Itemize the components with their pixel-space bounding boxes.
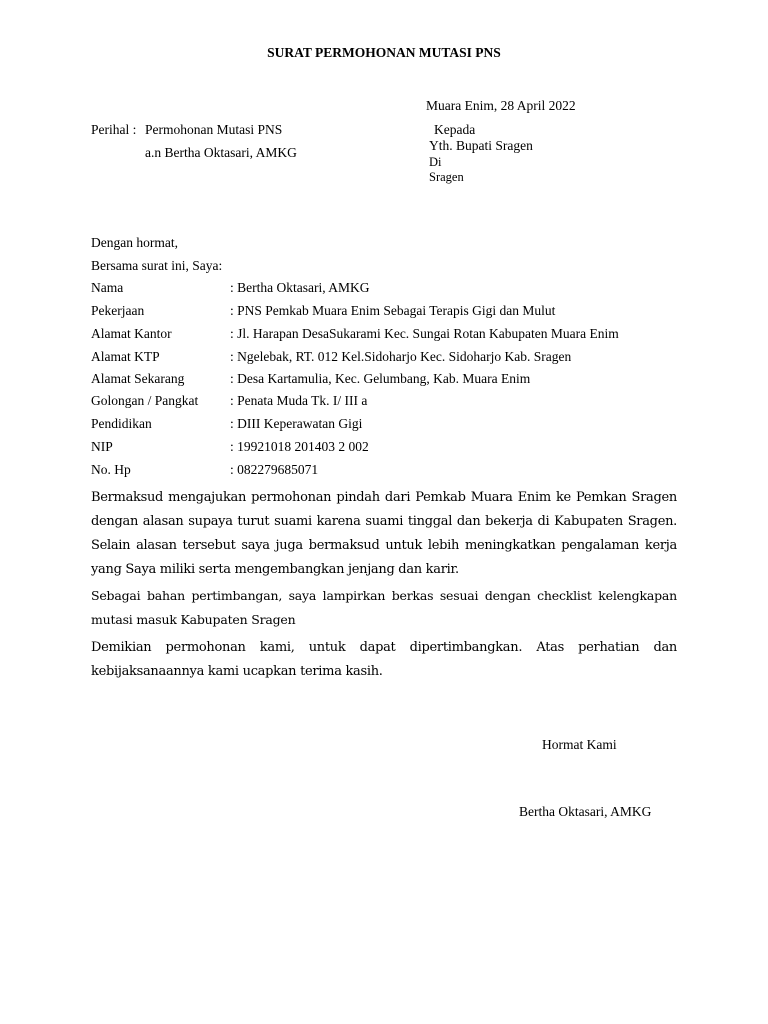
field-value-alamat-kantor: : Jl. Harapan DesaSukarami Kec. Sungai Rotan Kabupaten Muara Enim (230, 326, 619, 341)
greeting: Dengan hormat, (91, 235, 178, 250)
recipient-city: Sragen (429, 170, 464, 184)
intro-line: Bersama surat ini, Saya: (91, 258, 223, 273)
closing-salutation: Hormat Kami (542, 737, 617, 752)
field-label-golongan: Golongan / Pangkat (91, 393, 199, 408)
field-value-nama: : Bertha Oktasari, AMKG (230, 280, 370, 295)
field-label-alamat-sekarang: Alamat Sekarang (91, 371, 185, 386)
place-date: Muara Enim, 28 April 2022 (426, 98, 576, 113)
field-value-pendidikan: : DIII Keperawatan Gigi (230, 416, 363, 431)
paragraph-purpose: Bermaksud mengajukan permohonan pindah dari Pemkab Muara Enim ke Pemkan Sragen dengan alasan supaya turut suami karena suami tinggal dan bekerja di Kabupaten Sragen. Selain alasan tersebut saya juga bermaksud untuk lebih meningkatkan pengalaman kerja yang Saya miliki serta mengembangkan jenjang dan karir. (91, 490, 677, 577)
field-label-nama: Nama (91, 280, 124, 295)
recipient-di: Di (429, 155, 442, 169)
field-label-alamat-kantor: Alamat Kantor (91, 326, 172, 341)
recipient-yth: Yth. Bupati Sragen (429, 138, 533, 153)
paragraph-closing: Demikian permohonan kami, untuk dapat dipertimbangkan. Atas perhatian dan kebijaksanaannya kami ucapkan terima kasih. (91, 640, 677, 679)
field-label-pekerjaan: Pekerjaan (91, 303, 145, 318)
field-value-pekerjaan: : PNS Pemkab Muara Enim Sebagai Terapis Gigi dan Mulut (230, 303, 556, 318)
recipient-kepada: Kepada (434, 122, 476, 137)
field-value-alamat-ktp: : Ngelebak, RT. 012 Kel.Sidoharjo Kec. Sidoharjo Kab. Sragen (230, 349, 572, 364)
letter-title: SURAT PERMOHONAN MUTASI PNS (267, 45, 501, 60)
perihal-name: a.n Bertha Oktasari, AMKG (145, 145, 297, 160)
field-value-golongan: : Penata Muda Tk. I/ III a (230, 393, 368, 408)
paragraph-attachments: Sebagai bahan pertimbangan, saya lampirkan berkas sesuai dengan checklist kelengkapan mutasi masuk Kabupaten Sragen (91, 588, 677, 627)
signature-name: Bertha Oktasari, AMKG (519, 804, 652, 819)
field-label-no-hp: No. Hp (91, 462, 131, 477)
perihal-value: Permohonan Mutasi PNS (145, 122, 283, 137)
field-value-alamat-sekarang: : Desa Kartamulia, Kec. Gelumbang, Kab. Muara Enim (230, 371, 531, 386)
field-label-pendidikan: Pendidikan (91, 416, 152, 431)
field-label-alamat-ktp: Alamat KTP (91, 349, 160, 364)
field-label-nip: NIP (91, 439, 113, 454)
field-value-nip: : 19921018 201403 2 002 (230, 439, 369, 454)
perihal-label: Perihal : (91, 122, 137, 137)
field-value-no-hp: : 082279685071 (230, 462, 319, 477)
